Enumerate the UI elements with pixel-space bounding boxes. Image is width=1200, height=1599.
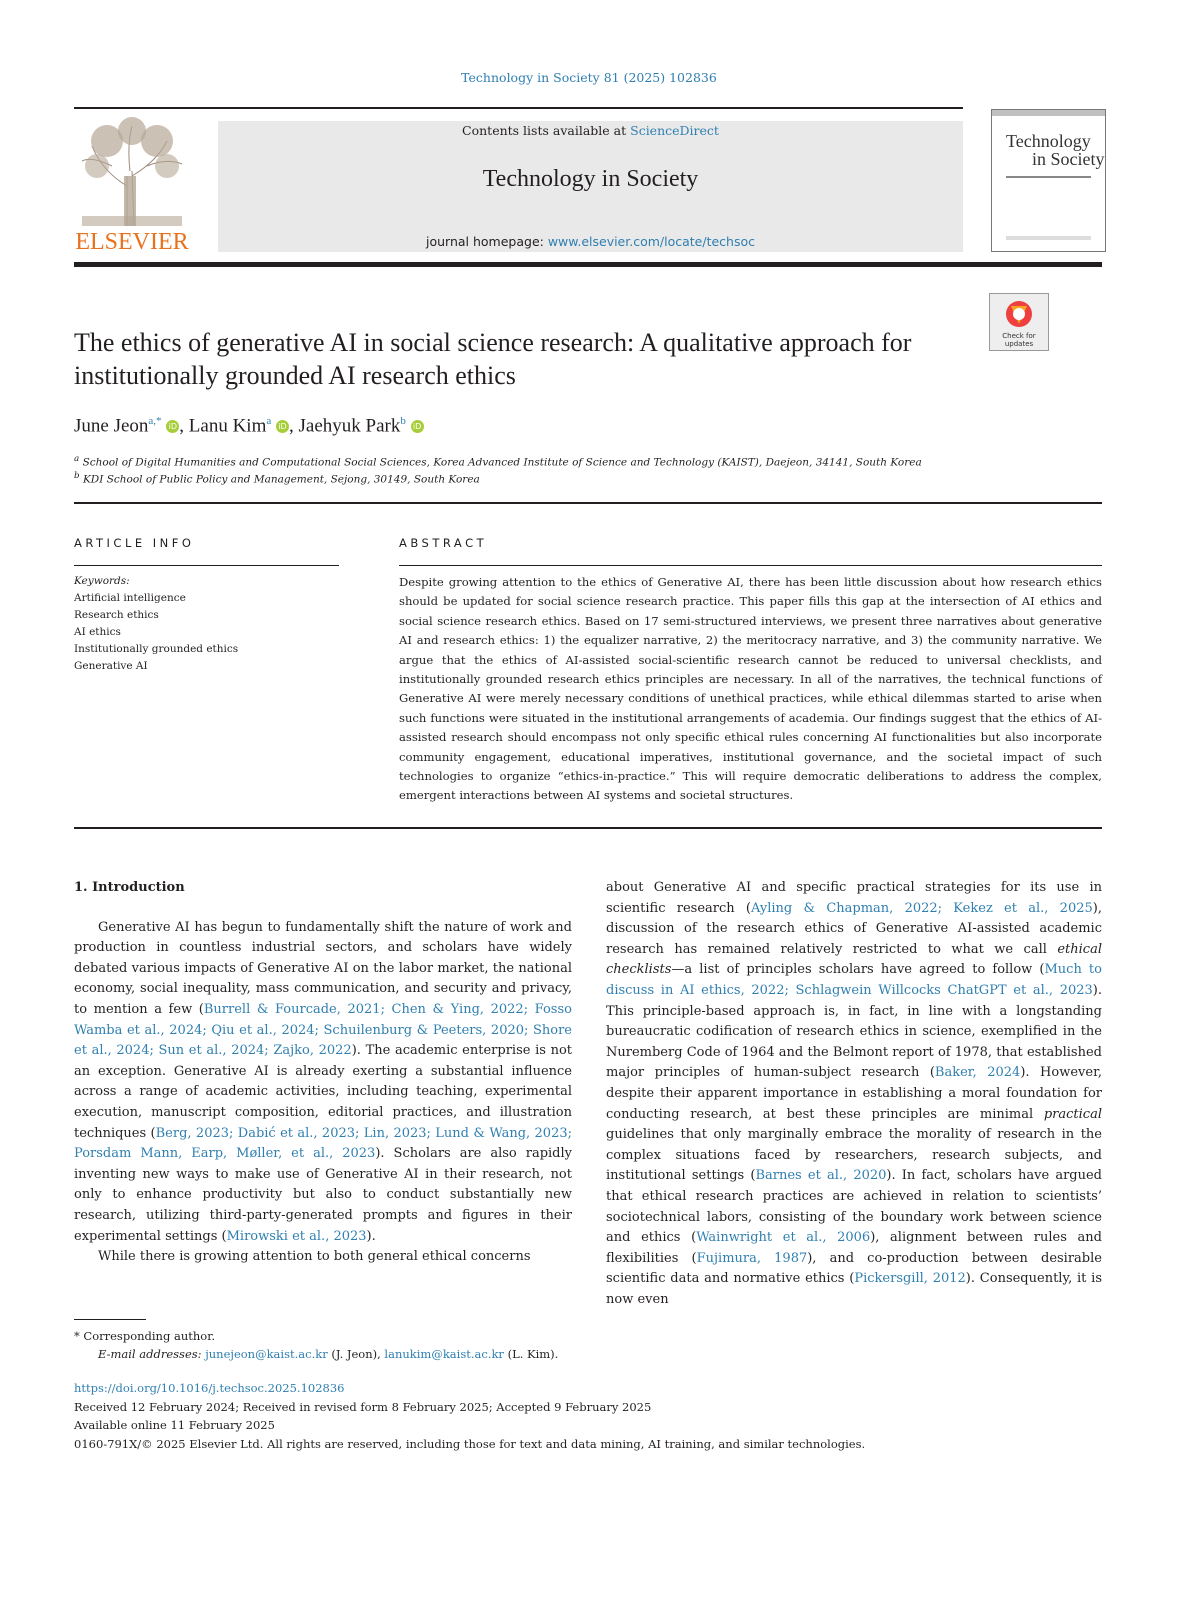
homepage-link[interactable]: www.elsevier.com/locate/techsoc	[547, 234, 755, 249]
abstract-rule	[399, 565, 1102, 566]
keyword-item: AI ethics	[74, 626, 121, 638]
citation-link[interactable]: Wainwright et al., 2006	[696, 1230, 871, 1246]
footnotes	[74, 1327, 558, 1363]
body-column-right	[606, 878, 1102, 1310]
publication-info	[74, 1379, 865, 1453]
copyright-line: 0160-791X/© 2025 Elsevier Ltd. All rights are reserved, including those for text and data mining, AI training, and similar technologies.	[74, 1436, 866, 1451]
header-bottom-rule	[74, 262, 1102, 267]
journal-title: Technology in Society	[482, 166, 699, 192]
abstract-text: Despite growing attention to the ethics of Generative AI, there has been little discussion about how research ethics should be updated for social science research practice. This paper fills this gap at the intersection of AI ethics and social science research ethics. Based on 17 semi-structured interviews, we present three narratives about generative AI and research ethics: 1) the equalizer narrative, 2) the meritocracy narrative, and 3) the community narrative. We argue that the ethics of AI-assisted social-scientific research cannot be reduced to universal checklists, and institutionally grounded research ethics principles are necessary. In all of the narratives, the technical functions of Generative AI were merely necessary conditions of unethical practices, while ethical dilemmas started to arise when such functions were situated in the institutional arrangements of academia. Our findings suggest that the ethics of AI-assisted research should encompass not only specific ethical rules concerning AI functionalities but also incorporate community engagement, educational imperatives, institutional governance, and the societal impact of such technologies to organize “ethics-in-practice.” This will require democratic deliberations to address the complex, emergent interactions between AI systems and societal structures.	[399, 575, 1102, 803]
citation-link[interactable]: Much to discuss in AI ethics, 2022; Schlagwein Willcocks ChatGPT et al., 2023	[606, 962, 1102, 998]
cover-title-line2: in Society	[1032, 149, 1105, 169]
author-affiliation-mark: a,*	[148, 415, 162, 427]
footnote-rule	[74, 1319, 146, 1320]
corresponding-author-note: * Corresponding author.	[74, 1329, 216, 1343]
affiliation-b: $^b$ KDI School of Public Policy and Management, Sejong, 30149, South Korea	[74, 471, 480, 486]
citation-link[interactable]: Baker, 2024	[934, 1065, 1021, 1081]
citation-link[interactable]: Berg, 2023; Dabić et al., 2023; Lin, 2023; Lund & Wang, 2023; Porsdam Mann, Earp, Møller, et al., 2023	[74, 1125, 572, 1162]
doi-link[interactable]: https://doi.org/10.1016/j.techsoc.2025.102836	[74, 1381, 345, 1395]
email-link[interactable]: junejeon@kaist.ac.kr	[205, 1347, 328, 1361]
affiliation-a: $^a$ School of Digital Humanities and Computational Social Sciences, Korea Advanced Institute of Science and Technology (KAIST), Daejeon, 34141, South Korea	[74, 454, 922, 469]
citation-link[interactable]: Pickersgill, 2012	[854, 1271, 966, 1287]
author-name: Lanu Kim	[188, 415, 267, 437]
orcid-icon[interactable]: iD	[411, 420, 424, 433]
citation-link[interactable]: Ayling & Chapman, 2022; Kekez et al., 2025	[751, 900, 1093, 916]
keyword-item: Artificial intelligence	[74, 592, 186, 604]
article-info-rule	[74, 565, 339, 566]
sciencedirect-link[interactable]: ScienceDirect	[630, 123, 719, 138]
email-note: E-mail addresses: junejeon@kaist.ac.kr (J. Jeon), lanukim@kaist.ac.kr (L. Kim).	[98, 1347, 559, 1361]
header-top-rule	[74, 107, 963, 109]
elsevier-logo	[72, 116, 192, 252]
title-bottom-rule	[74, 502, 1102, 504]
elsevier-wordmark: ELSEVIER	[75, 229, 189, 252]
paragraph: Generative AI has begun to fundamentally shift the nature of work and production in countless industrial sectors, and scholars have widely debated various impacts of Generative AI on the labor market, the national economy, social inequality, mass communication, and security and privacy, to mention a few (Burrell & Fourcade, 2021; Chen & Ying, 2022; Fosso Wamba et al., 2024; Qiu et al., 2024; Schuilenburg & Peeters, 2020; Shore et al., 2024; Sun et al., 2024; Zajko, 2022). The academic enterprise is not an exception. Generative AI is already exerting a substantial influence across a range of academic activities, including teaching, experimental execution, manuscript composition, editorial practices, and illustration techniques (Berg, 2023; Dabić et al., 2023; Lin, 2023; Lund & Wang, 2023; Porsdam Mann, Earp, Møller, et al., 2023). Scholars are also rapidly inventing new ways to make use of Generative AI in their research, not only to enhance productivity but also to conduct substantially new research, utilizing third-party-generated prompts and figures in their experimental settings (Mirowski et al., 2023).	[74, 919, 573, 1244]
citation-link[interactable]: Burrell & Fourcade, 2021; Chen & Ying, 2022; Fosso Wamba et al., 2024; Qiu et al., 2024; Schuilenburg & Peeters, 2020; Shore et al., 2024; Sun et al., 2024; Zajko, 2022	[74, 1001, 572, 1059]
keywords-label: Keywords:	[74, 575, 130, 587]
author-name: June Jeon	[74, 415, 149, 437]
author-list: June Jeon$^{a,*}$ iD , Lanu Kim$^a$ iD , Jaehyuk Park$^b$ iD	[74, 415, 424, 437]
author-affiliation-mark: a	[266, 415, 272, 427]
paragraph: about Generative AI and specific practical strategies for its use in scientific research (Ayling & Chapman, 2022; Kekez et al., 2025), discussion of the research ethics of Generative AI-assisted academic research has remained relatively restricted to what we call ethical checklists—a list of principles scholars have agreed to follow (Much to discuss in AI ethics, 2022; Schlagwein Willcocks ChatGPT et al., 2023). This principle-based approach is, in fact, in line with a longstanding bureaucratic codification of research ethics in science, exemplified in the Nuremberg Code of 1964 and the Belmont report of 1978, that established major principles of human-subject research (Baker, 2024). However, despite their apparent importance in establishing a moral foundation for conducting research, at best these principles are minimal practical guidelines that only marginally embrace the morality of research in the complex situations faced by researchers, research subjects, and institutional settings (Barnes et al., 2020). In fact, scholars have argued that ethical research practices are achieved in relation to scientists’ sociotechnical labors, consisting of the boundary work between science and ethics (Wainwright et al., 2006), alignment between rules and flexibilities (Fujimura, 1987), and co-production between desirable scientific data and normative ethics (Pickersgill, 2012). Consequently, it is now even	[606, 880, 1102, 1307]
section-heading: 1. Introduction	[74, 880, 185, 895]
cover-title-line1: Technology	[1006, 131, 1091, 151]
keywords-block	[74, 573, 238, 675]
article-title: The ethics of generative AI in social science research: A qualitative approach for institutionally grounded AI research ethics	[74, 328, 912, 390]
citation-link[interactable]: Mirowski et al., 2023	[226, 1228, 367, 1244]
body-column-left	[74, 878, 572, 1268]
paragraph: While there is growing attention to both general ethical concerns	[98, 1249, 531, 1265]
available-online: Available online 11 February 2025	[74, 1418, 275, 1432]
author-affiliation-mark: b	[400, 415, 406, 427]
citation-link[interactable]: Fujimura, 1987	[696, 1250, 808, 1266]
check-for-updates-badge[interactable]: Check for updates	[989, 293, 1049, 351]
citation-link[interactable]: Barnes et al., 2020	[755, 1168, 887, 1184]
article-info-heading: ARTICLE INFO	[74, 536, 195, 550]
keyword-item: Generative AI	[74, 660, 148, 672]
received-dates: Received 12 February 2024; Received in revised form 8 February 2025; Accepted 9 February 2025	[74, 1399, 652, 1414]
author-name: Jaehyuk Park	[298, 415, 401, 437]
journal-homepage: journal homepage: www.elsevier.com/locate/techsoc	[425, 234, 755, 249]
orcid-icon[interactable]: iD	[276, 420, 289, 433]
journal-cover-thumbnail	[991, 109, 1106, 252]
abstract-bottom-rule	[74, 827, 1102, 829]
email-link[interactable]: lanukim@kaist.ac.kr	[384, 1347, 504, 1361]
abstract-heading: ABSTRACT	[399, 536, 488, 550]
keyword-item: Research ethics	[74, 609, 159, 621]
contents-line: Contents lists available at ScienceDirect	[462, 123, 719, 138]
orcid-icon[interactable]: iD	[166, 420, 179, 433]
journal-citation-link[interactable]: Technology in Society 81 (2025) 102836	[461, 70, 717, 85]
keyword-item: Institutionally grounded ethics	[74, 643, 239, 655]
